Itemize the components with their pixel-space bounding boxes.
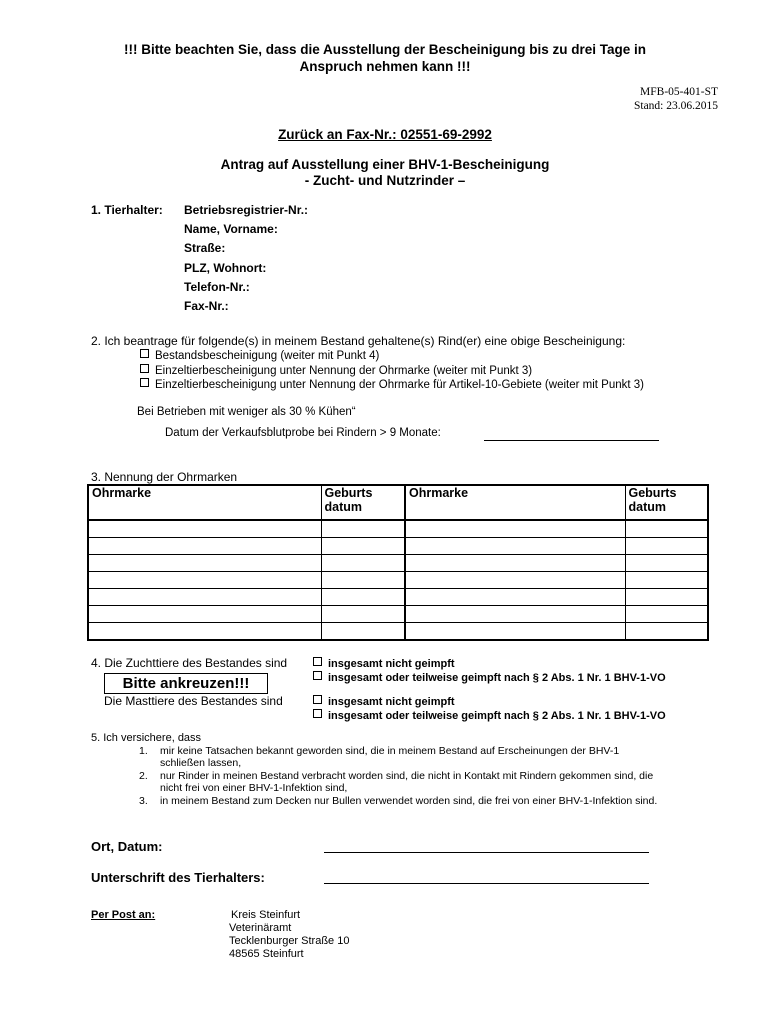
table-cell[interactable] (321, 623, 405, 641)
header-ohrmarke-1: Ohrmarke (88, 485, 321, 520)
header-geburtsdatum-2: Geburts datum (625, 485, 708, 520)
mast-option-geimpft[interactable]: insgesamt oder teilweise geimpft nach § 2 Abs. 1 Nr. 1 BHV-1-VO (313, 709, 666, 722)
unterschrift-field[interactable] (324, 883, 649, 884)
field-telefon: Telefon-Nr.: (184, 280, 250, 294)
table-cell[interactable] (88, 589, 321, 606)
table-cell[interactable] (321, 606, 405, 623)
table-row (88, 623, 708, 641)
checkbox-icon[interactable] (313, 709, 322, 718)
notice-line-1: !!! Bitte beachten Sie, dass die Ausstellung der Bescheinigung bis zu drei Tage in (123, 42, 647, 57)
address-line-4: 48565 Steinfurt (229, 948, 304, 960)
fax-number: Zurück an Fax-Nr.: 02551-69-2992 (278, 127, 492, 142)
table-cell[interactable] (405, 623, 625, 641)
table-cell[interactable] (88, 538, 321, 555)
notice-line-2: Anspruch nehmen kann !!! (299, 59, 471, 74)
section2-note: Bei Betrieben mit weniger als 30 % Kühen“ (137, 406, 356, 418)
table-cell[interactable] (88, 623, 321, 641)
table-cell[interactable] (625, 520, 708, 538)
address-line-2: Veterinäramt (229, 922, 292, 934)
zucht-option-nicht-geimpft[interactable]: insgesamt nicht geimpft (313, 657, 455, 670)
assurance-2-line2: nicht frei von einer BHV-1-Infektion sind, (160, 782, 348, 794)
form-subtitle: - Zucht- und Nutzrinder – (304, 173, 466, 188)
table-cell[interactable] (405, 538, 625, 555)
ankreuzen-hint-box: Bitte ankreuzen!!! (104, 673, 268, 694)
section1-label: 1. Tierhalter: (91, 203, 163, 217)
table-cell[interactable] (625, 623, 708, 641)
table-cell[interactable] (321, 572, 405, 589)
option-einzeltier-art10[interactable]: Einzeltierbescheinigung unter Nennung der Ohrmarke für Artikel-10-Gebiete (weiter mit Punkt 3) (140, 378, 644, 391)
assurance-3-line1: in meinem Bestand zum Decken nur Bullen verwendet worden sind, die frei von einer BHV-1-Infektion sind. (160, 795, 658, 807)
ort-datum-label: Ort, Datum: (91, 839, 163, 854)
unterschrift-label: Unterschrift des Tierhalters: (91, 870, 265, 885)
table-cell[interactable] (625, 606, 708, 623)
table-cell[interactable] (321, 520, 405, 538)
option-einzeltier[interactable]: Einzeltierbescheinigung unter Nennung der Ohrmarke (weiter mit Punkt 3) (140, 364, 532, 377)
header-geburtsdatum-1: Geburts datum (321, 485, 405, 520)
table-row (88, 538, 708, 555)
table-cell[interactable] (88, 572, 321, 589)
section3-label: 3. Nennung der Ohrmarken (91, 470, 238, 484)
section2-intro: 2. Ich beantrage für folgende(s) in meinem Bestand gehaltene(s) Rind(er) eine obige Bescheinigung: (91, 334, 626, 348)
field-betriebsregistrier: Betriebsregistrier-Nr.: (184, 203, 309, 217)
table-cell[interactable] (321, 555, 405, 572)
table-cell[interactable] (625, 555, 708, 572)
assurance-2-line1: nur Rinder in meinen Bestand verbracht worden sind, die nicht in Kontakt mit Rindern gekommen sind, die (160, 770, 654, 782)
table-cell[interactable] (405, 520, 625, 538)
table-cell[interactable] (321, 589, 405, 606)
form-title: Antrag auf Ausstellung einer BHV-1-Bescheinigung (220, 157, 550, 172)
address-line-3: Tecklenburger Straße 10 (229, 935, 350, 947)
header-ohrmarke-2: Ohrmarke (405, 485, 625, 520)
checkbox-icon[interactable] (313, 657, 322, 666)
table-row (88, 555, 708, 572)
table-cell[interactable] (405, 589, 625, 606)
assurance-1-num: 1. (139, 745, 148, 757)
checkbox-icon[interactable] (313, 695, 322, 704)
table-cell[interactable] (321, 538, 405, 555)
address-line-1: Kreis Steinfurt (231, 909, 301, 921)
table-cell[interactable] (405, 606, 625, 623)
blood-sample-label: Datum der Verkaufsblutprobe bei Rindern > 9 Monate: (165, 427, 441, 439)
table-cell[interactable] (405, 555, 625, 572)
assurance-3-num: 3. (139, 795, 148, 807)
table-cell[interactable] (88, 606, 321, 623)
table-cell[interactable] (405, 572, 625, 589)
table-row (88, 520, 708, 538)
checkbox-icon[interactable] (140, 364, 149, 373)
field-fax: Fax-Nr.: (184, 299, 229, 313)
assurance-1-line1: mir keine Tatsachen bekannt geworden sind, die in meinem Bestand auf Erscheinungen der BHV-1 (160, 745, 620, 757)
option-bestandsbescheinigung[interactable]: Bestandsbescheinigung (weiter mit Punkt 4) (140, 349, 379, 362)
ear-tag-table (87, 484, 709, 641)
blood-sample-date-field[interactable] (484, 440, 659, 441)
zuchttiere-label: 4. Die Zuchttiere des Bestandes sind (91, 656, 288, 670)
field-plz-wohnort: PLZ, Wohnort: (184, 261, 267, 275)
table-cell[interactable] (625, 589, 708, 606)
checkbox-icon[interactable] (140, 349, 149, 358)
field-strasse: Straße: (184, 241, 226, 255)
doc-stand: Stand: 23.06.2015 (633, 100, 718, 112)
assurance-2-num: 2. (139, 770, 148, 782)
table-cell[interactable] (88, 520, 321, 538)
table-cell[interactable] (625, 572, 708, 589)
checkbox-icon[interactable] (140, 378, 149, 387)
zucht-option-geimpft[interactable]: insgesamt oder teilweise geimpft nach § 2 Abs. 1 Nr. 1 BHV-1-VO (313, 671, 666, 684)
table-row (88, 606, 708, 623)
section5-intro: 5. Ich versichere, dass (91, 732, 202, 744)
checkbox-icon[interactable] (313, 671, 322, 680)
masttiere-label: Die Masttiere des Bestandes sind (104, 694, 283, 708)
table-row (88, 572, 708, 589)
ort-datum-field[interactable] (324, 852, 649, 853)
mast-option-nicht-geimpft[interactable]: insgesamt nicht geimpft (313, 695, 455, 708)
doc-code: MFB-05-401-ST (640, 86, 718, 98)
post-label: Per Post an: (91, 909, 156, 921)
table-cell[interactable] (88, 555, 321, 572)
table-row (88, 589, 708, 606)
field-name: Name, Vorname: (184, 222, 278, 236)
table-cell[interactable] (625, 538, 708, 555)
assurance-1-line2: schließen lassen, (160, 757, 242, 769)
